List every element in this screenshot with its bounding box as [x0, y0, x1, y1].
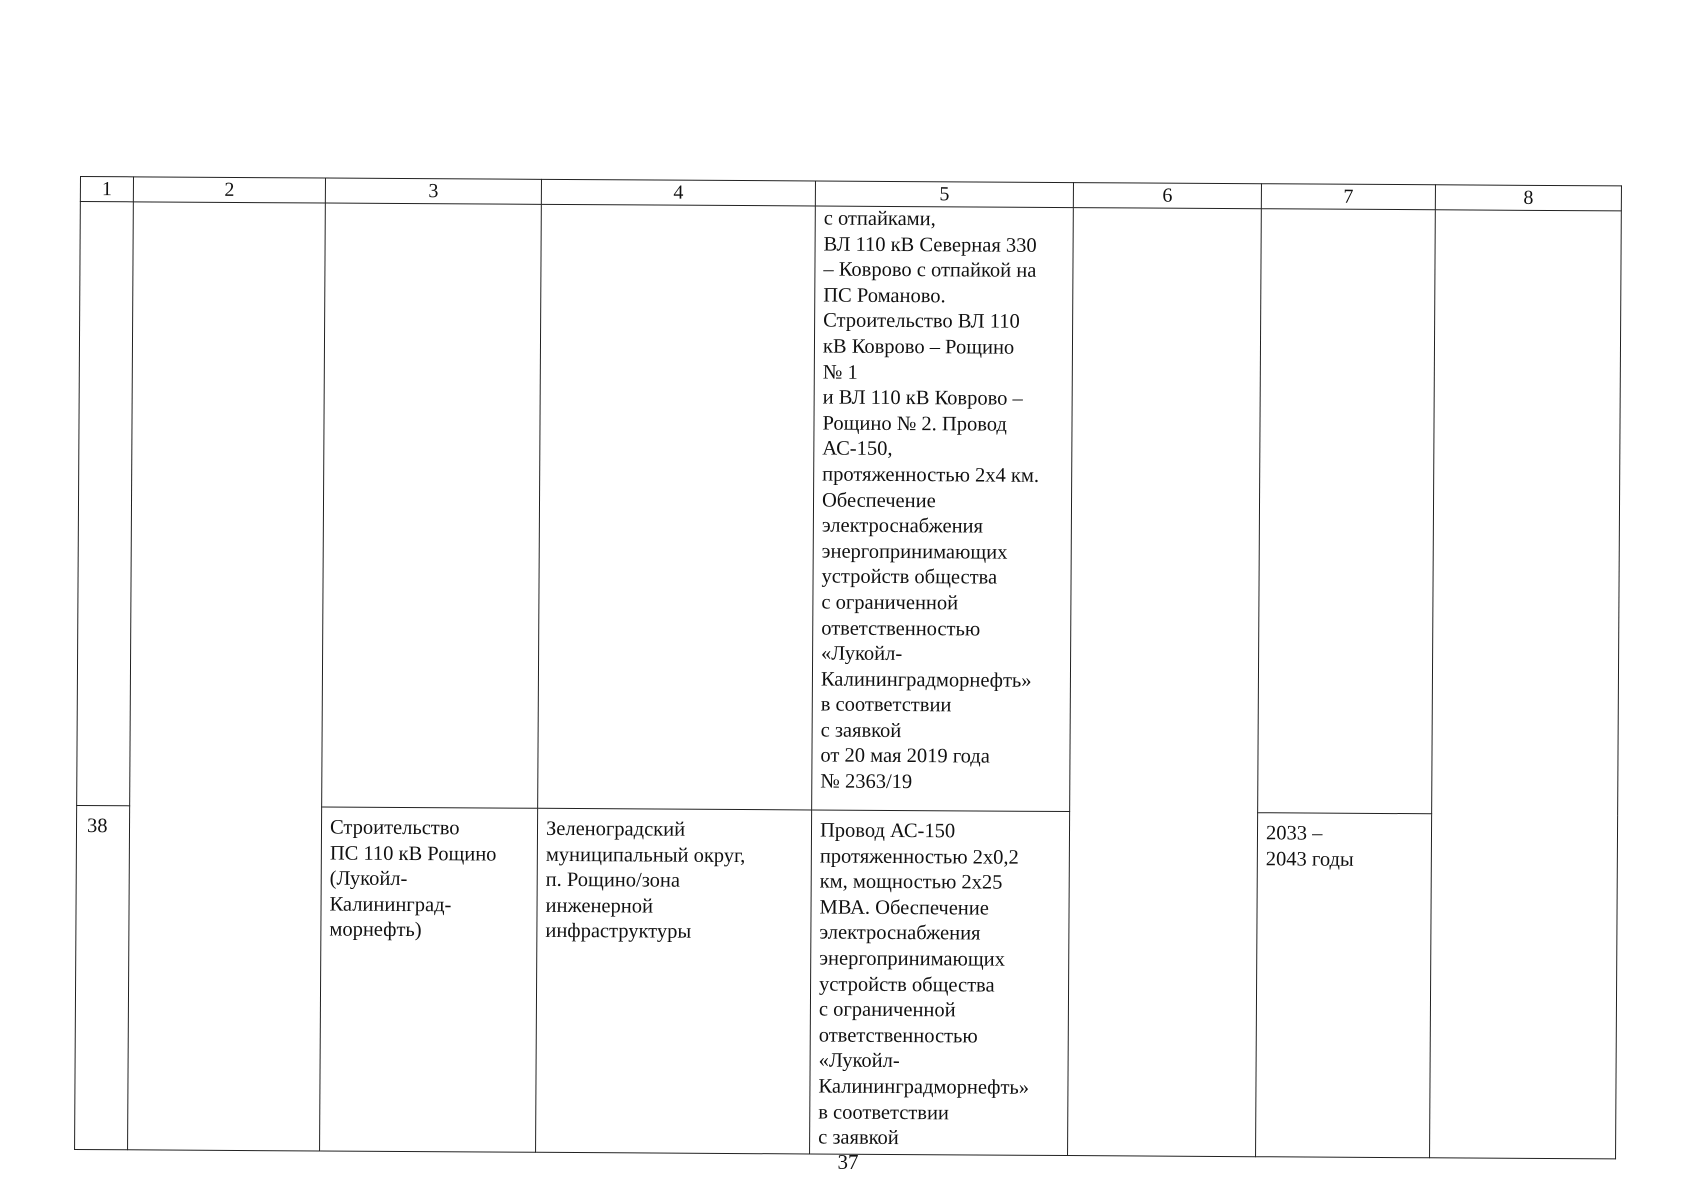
text-line: – Коврово с отпайкой на [823, 258, 1037, 283]
text-line: энергопринимающих [819, 947, 1005, 971]
text-line: в соответствии [818, 1101, 950, 1124]
text-line: электроснабжения [819, 921, 981, 945]
text-line: «Лукойл- [818, 1049, 900, 1073]
cont-cell-4 [538, 204, 816, 810]
text-line: Калининградморнефть» [820, 668, 1032, 692]
text-line: ПС 110 кВ Рощино [329, 842, 497, 866]
location-cell [536, 808, 812, 1154]
text-line: инфраструктуры [545, 920, 692, 944]
text-line: № 1 [822, 361, 858, 384]
text-line: Строительство ВЛ 110 [823, 309, 1020, 334]
text-line: Обеспечение [821, 489, 936, 512]
header-cell-8: 8 [1435, 185, 1621, 211]
text-line: Провод АС-150 [819, 819, 956, 843]
cont-cell-3 [322, 203, 542, 808]
text-line: МВА. Обеспечение [819, 896, 989, 920]
text-line: ВЛ 110 кВ Северная 330 [823, 233, 1037, 257]
text-line: с отпайками, [823, 207, 936, 231]
text-line: п. Рощино/зона [545, 869, 681, 892]
text-line: ответственностью [821, 617, 981, 641]
text-line: инженерной [545, 894, 654, 918]
text-line: (Лукойл- [329, 867, 408, 891]
text-line: и ВЛ 110 кВ Коврово – [822, 386, 1023, 410]
text-line: протяженностью 2х0,2 [819, 845, 1019, 869]
cont-cell-1 [77, 202, 134, 806]
object-name-cell [320, 807, 538, 1152]
text-line: «Лукойл- [821, 642, 903, 666]
text-line: Строительство [329, 816, 460, 840]
text-line: в соответствии [820, 693, 952, 717]
header-cell-5: 5 [815, 181, 1073, 208]
characteristics-cell [810, 810, 1070, 1156]
text-line: ответственностью [818, 1024, 978, 1048]
text-line: км, мощностью 2х25 [819, 870, 1003, 894]
text-line: с заявкой [820, 719, 902, 742]
text-line: энергопринимающих [821, 540, 1008, 564]
text-line: Зеленоградский [545, 817, 686, 841]
period-cell [1256, 813, 1432, 1158]
text-line: 2043 годы [1265, 847, 1354, 871]
cell-col6 [1068, 208, 1262, 1157]
header-cell-4: 4 [541, 179, 815, 206]
text-line: Калининград- [329, 893, 452, 917]
continuation-row [77, 202, 1622, 815]
text-line: № 2363/19 [820, 770, 913, 794]
text-line: морнефть) [329, 918, 422, 942]
text-line: 2033 – [1265, 822, 1323, 845]
data-table [74, 176, 1622, 1159]
text-line: кВ Коврово – Рощино [822, 335, 1015, 359]
cell-col2 [128, 202, 326, 1151]
text-line: протяженностью 2х4 км. [822, 463, 1040, 487]
header-cell-3: 3 [325, 178, 541, 204]
text-line: устройств общества [821, 565, 998, 589]
text-line: от 20 мая 2019 года [820, 745, 990, 769]
text-line: с ограниченной [818, 998, 956, 1022]
row-number: 38 [75, 805, 130, 1149]
header-cell-1: 1 [80, 177, 133, 202]
text-line: устройств общества [819, 973, 995, 997]
text-line: Калининградморнефть» [818, 1075, 1030, 1099]
cell-col8 [1430, 210, 1622, 1159]
page-number: 37 [837, 1150, 859, 1174]
cont-cell-7 [1258, 209, 1436, 814]
header-cell-7: 7 [1261, 184, 1435, 210]
text-line: электроснабжения [821, 514, 984, 538]
text-line: с заявкой [818, 1126, 899, 1150]
header-cell-6: 6 [1073, 183, 1261, 209]
text-line: Рощино № 2. Провод [822, 412, 1007, 436]
text-line: с ограниченной [821, 591, 959, 615]
text-line: АС-150, [822, 437, 893, 461]
cont-cell-5 [812, 206, 1074, 812]
header-cell-2: 2 [133, 177, 325, 203]
text-line: муниципальный округ, [545, 843, 746, 867]
text-line: ПС Романово. [823, 284, 946, 308]
